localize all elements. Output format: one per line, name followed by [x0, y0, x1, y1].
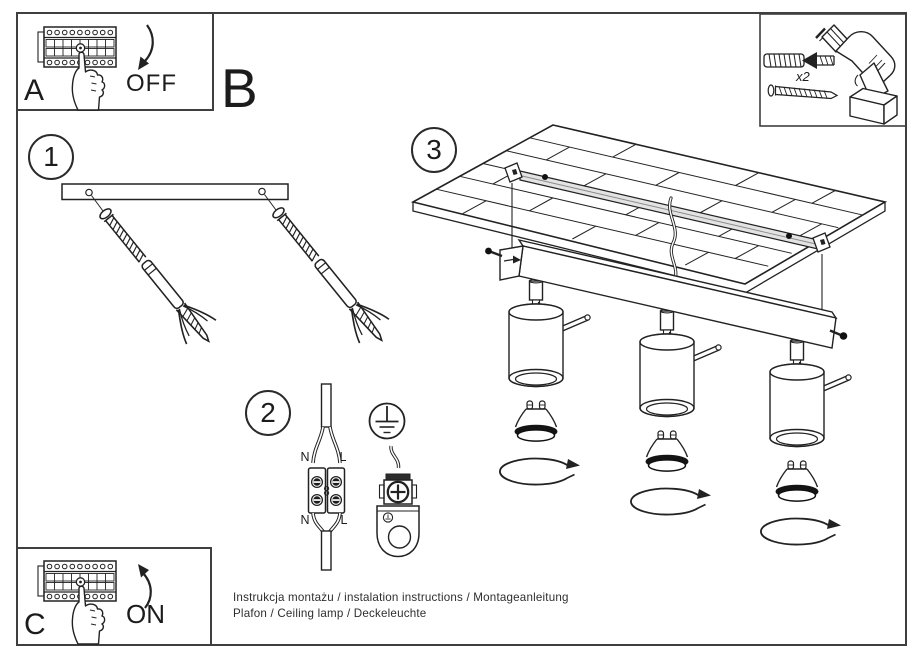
box-c-label: C: [24, 608, 46, 641]
footer-instructions-line: Instrukcja montażu / instalation instructions / Montageanleitung: [233, 591, 569, 604]
breaker-on-label: ON: [126, 599, 165, 629]
quantity-label: x2: [796, 69, 810, 84]
step-1-badge: 1: [28, 134, 74, 180]
step3-lamp-fixture: [485, 240, 851, 545]
step2-wiring-illustration: [309, 384, 345, 570]
wire-label-n-bottom: N: [300, 513, 310, 527]
section-b-label: B: [221, 57, 258, 119]
footer-product-line: Plafon / Ceiling lamp / Deckeleuchte: [233, 607, 427, 620]
drill-icon: [816, 25, 897, 124]
screw-icon: [768, 85, 837, 99]
lamp-bar-end: [500, 246, 523, 280]
wire-label-n-top: N: [300, 450, 310, 464]
arrow-up-icon: [138, 564, 149, 578]
box-c-frame: [17, 548, 211, 645]
step1-illustration: [62, 184, 396, 353]
earthing-illustration: [370, 404, 420, 557]
breaker-off-label: OFF: [126, 70, 177, 97]
wire-label-l-bottom: L: [340, 513, 348, 527]
box-a-label: A: [24, 74, 45, 107]
step-3-badge: 3: [411, 127, 457, 173]
wall-plug-icon: [764, 52, 834, 69]
wire-label-l-top: L: [339, 450, 347, 464]
step-2-badge: 2: [245, 390, 291, 436]
